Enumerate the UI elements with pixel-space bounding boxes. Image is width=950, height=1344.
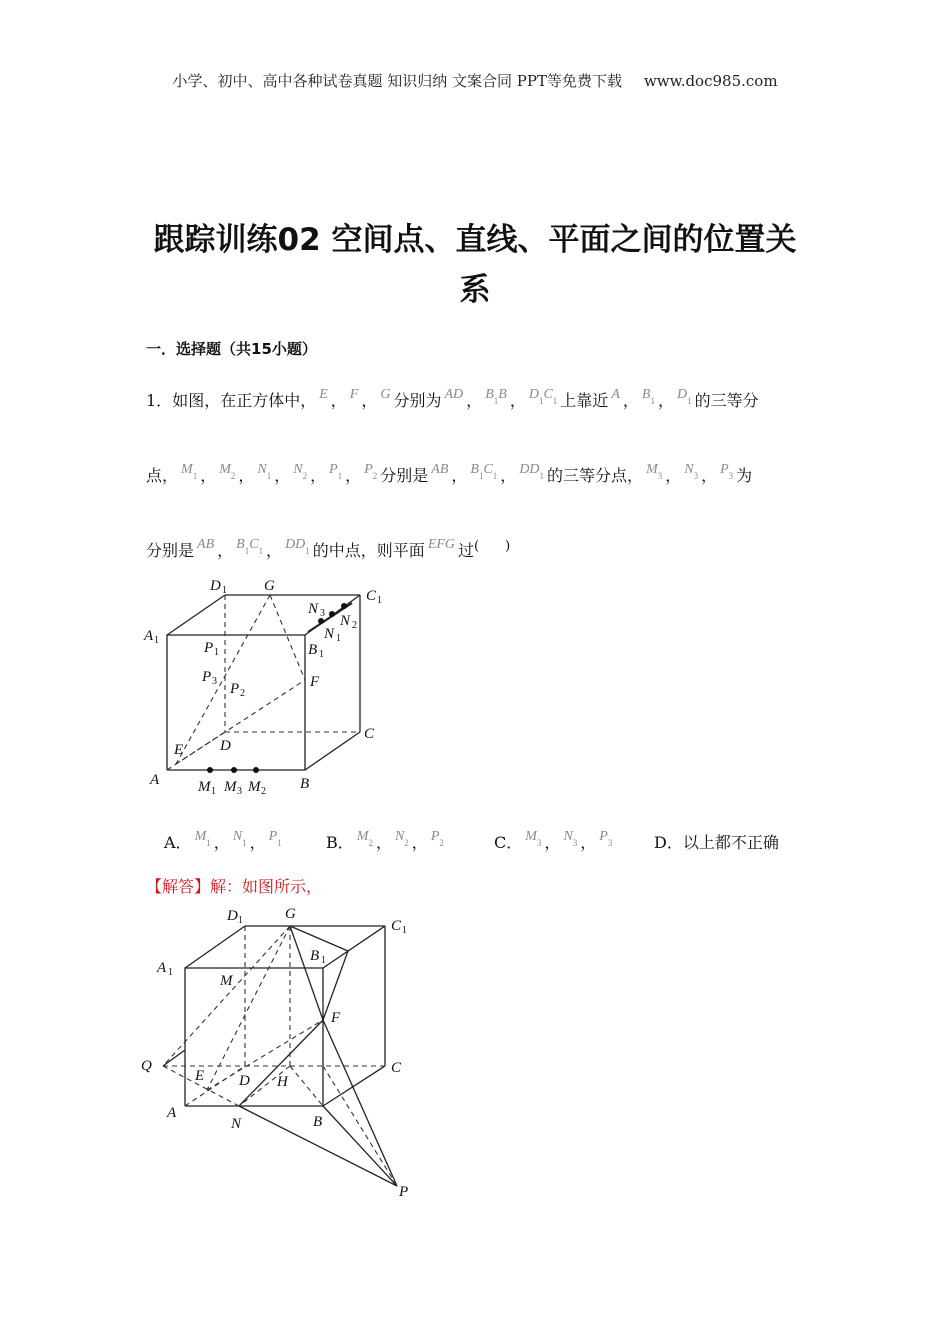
svg-text:1: 1	[377, 595, 382, 606]
label2-q: Q	[141, 1058, 152, 1074]
header-site[interactable]: www.doc985.com	[643, 72, 778, 90]
page-header	[0, 70, 950, 91]
title-line-1: 跟踪训练02 空间点、直线、平面之间的位置关	[153, 222, 797, 258]
label-n1: N	[324, 626, 335, 642]
option-b[interactable]: B． $M_2$ ， $N_2$ ， $P_2$	[326, 829, 444, 852]
label-m2: M	[248, 779, 261, 795]
cube-figure-2	[135, 900, 425, 1210]
label-n2: N	[340, 613, 351, 629]
svg-text:1: 1	[238, 915, 243, 926]
label2-b: B	[313, 1114, 323, 1130]
label2-g: G	[285, 906, 296, 922]
label2-d1: D	[227, 908, 238, 924]
svg-text:1: 1	[222, 585, 227, 596]
label-g: G	[264, 578, 275, 594]
answer-intro	[146, 874, 322, 897]
answer-bracket: 【解答】	[146, 877, 211, 896]
label-d: D	[220, 738, 231, 754]
label2-p: P	[399, 1184, 409, 1200]
label-b1: B	[308, 642, 318, 658]
svg-text:1: 1	[336, 633, 341, 644]
label2-c1: C	[391, 918, 402, 934]
svg-text:1: 1	[321, 955, 326, 966]
answer-text: 解：如图所示，	[210, 877, 323, 896]
svg-text:3: 3	[212, 676, 217, 687]
label2-d: D	[239, 1073, 250, 1089]
section-heading: 一．选择题（共15小题）	[146, 340, 317, 358]
svg-text:1: 1	[168, 967, 173, 978]
label-b: B	[300, 776, 310, 792]
label2-f: F	[331, 1010, 341, 1026]
option-c[interactable]: C． $M_3$ ， $N_3$ ， $P_3$	[494, 829, 613, 852]
question-line-2: 点， $M_1$ ， $M_2$ ， $N_1$ ， $N_2$ ， $P_1$ ， $P_2$ 分别是 AB ， $B_1C_1$ ， $DD_1$ 的三等分点， $M_3$ ， $N_3$ ， $P_3$ 为	[146, 462, 753, 485]
label2-n: N	[231, 1116, 242, 1132]
question-number: 1．	[146, 391, 173, 410]
label-c1: C	[366, 588, 377, 604]
question-text: 如图，在正方体中，	[172, 391, 317, 410]
title-line-2: 系	[459, 272, 491, 308]
header-text: 小学、初中、高中各种试卷真题 知识归纳 文案合同 PPT等免费下载	[172, 72, 622, 90]
label-d1: D	[210, 578, 221, 594]
option-d[interactable]: D．以上都不正确	[654, 833, 779, 852]
svg-text:1: 1	[211, 786, 216, 797]
cube-figure-1	[140, 570, 400, 800]
label-c: C	[364, 726, 375, 742]
svg-text:2: 2	[240, 688, 245, 699]
svg-text:1: 1	[319, 649, 324, 660]
option-a[interactable]: A． $M_1$ ， $N_1$ ， $P_1$	[164, 829, 282, 852]
label-p3: P	[202, 669, 212, 685]
question-line-3: 分别是 AB ， $B_1C_1$ ， $DD_1$ 的中点，则平面 EFG 过( )	[146, 537, 511, 560]
label-e: E	[174, 742, 184, 758]
label-n3: N	[308, 601, 319, 617]
svg-text:3: 3	[237, 786, 242, 797]
label-p1: P	[204, 640, 214, 656]
svg-text:3: 3	[320, 608, 325, 619]
label-a: A	[150, 772, 160, 788]
label2-h: H	[277, 1074, 288, 1090]
question-line-1: 1．如图，在正方体中， E ， F ， G 分别为 AD ， $B_1B$ ， $D_1C_1$ 上靠近 A ， $B_1$ ， $D_1$ 的三等分	[146, 387, 759, 410]
label-a1: A	[144, 628, 154, 644]
label2-b1: B	[310, 948, 320, 964]
label2-a: A	[167, 1105, 177, 1121]
label2-e: E	[195, 1068, 205, 1084]
label-m3: M	[224, 779, 237, 795]
svg-text:1: 1	[154, 635, 159, 646]
label-m1: M	[198, 779, 211, 795]
svg-text:1: 1	[402, 925, 407, 936]
svg-text:2: 2	[352, 620, 357, 631]
label2-m: M	[220, 973, 233, 989]
label-f: F	[310, 674, 320, 690]
label2-c: C	[391, 1060, 402, 1076]
svg-text:1: 1	[214, 647, 219, 658]
page-title	[120, 215, 830, 315]
label2-a1: A	[157, 960, 167, 976]
label-p2: P	[230, 681, 240, 697]
svg-text:2: 2	[261, 786, 266, 797]
